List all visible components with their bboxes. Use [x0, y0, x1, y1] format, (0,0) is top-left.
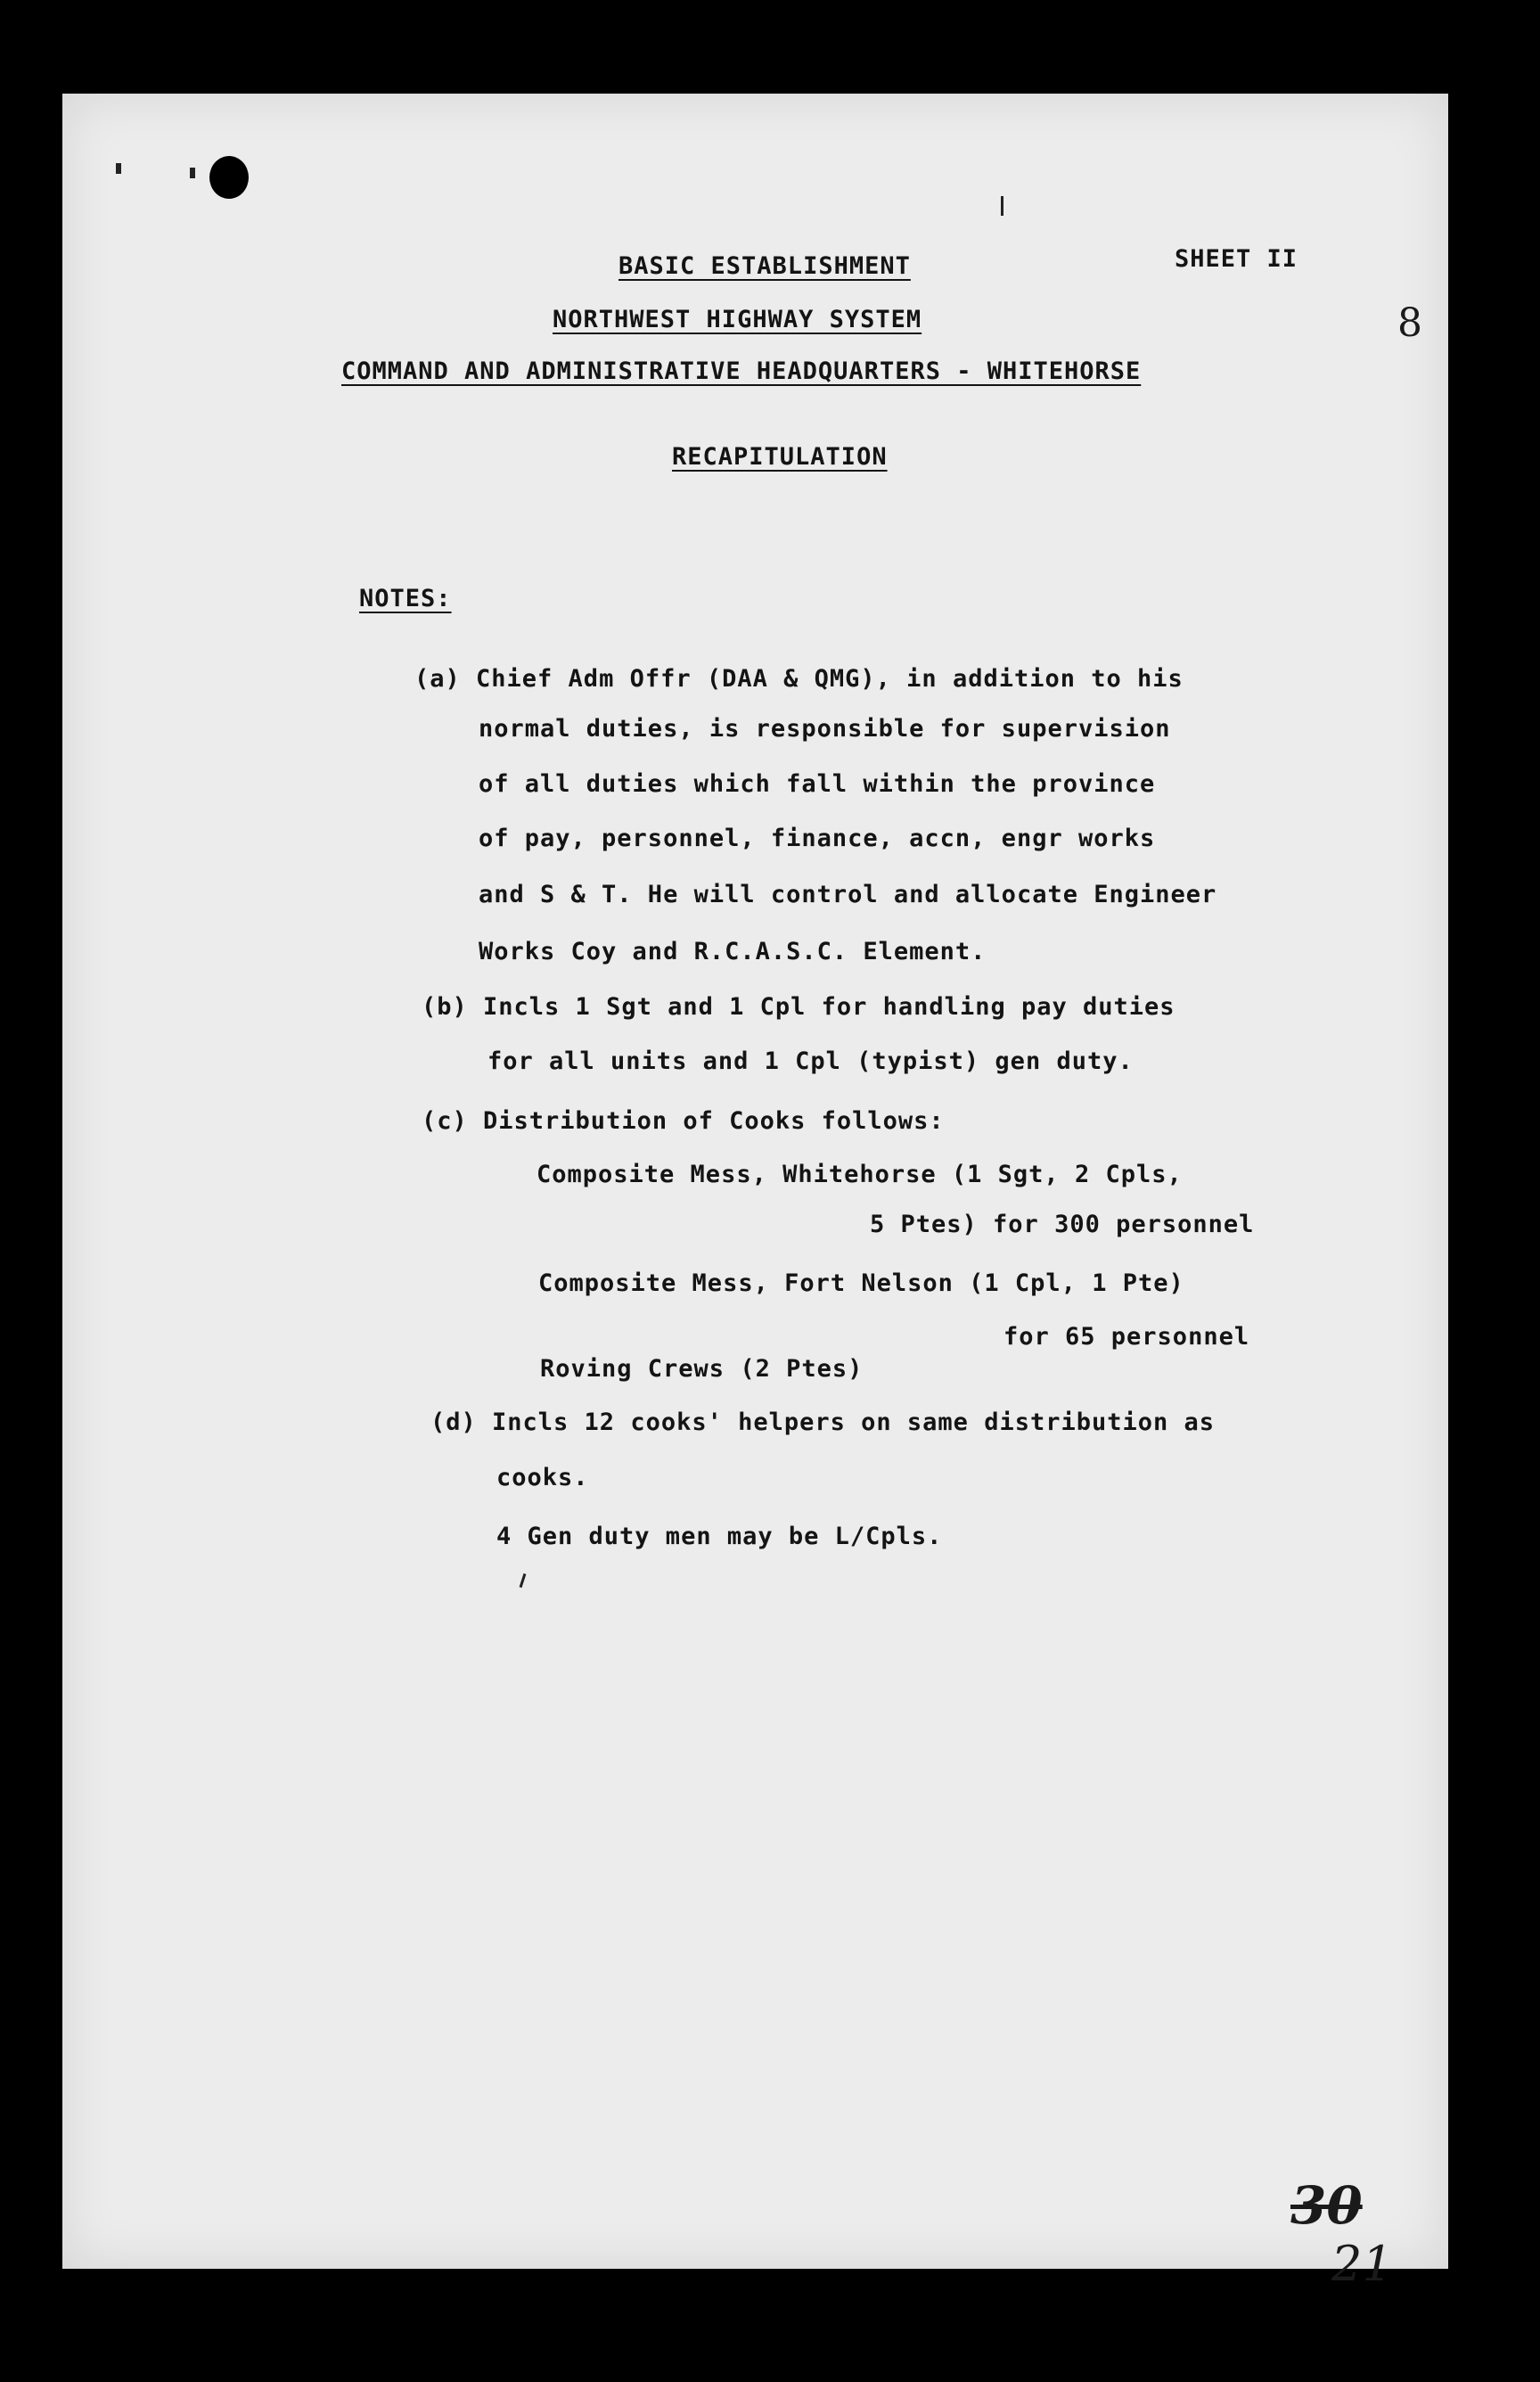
sheet-label: SHEET II	[1175, 245, 1298, 273]
note-line: (a) Chief Adm Offr (DAA & QMG), in addition to his	[414, 665, 1184, 693]
document-subtitle: COMMAND AND ADMINISTRATIVE HEADQUARTERS - WHITEHORSE	[341, 357, 1142, 385]
note-line: and S & T. He will control and allocate Engineer	[479, 881, 1217, 908]
notes-heading: NOTES:	[359, 585, 452, 612]
document-title: BASIC ESTABLISHMENT	[618, 252, 911, 280]
note-line: of all duties which fall within the province	[479, 770, 1156, 798]
note-line: normal duties, is responsible for supervision	[479, 715, 1171, 743]
note-line: (d) Incls 12 cooks' helpers on same distribution as	[430, 1409, 1216, 1436]
section-heading: RECAPITULATION	[672, 443, 888, 471]
note-line: 5 Ptes) for 300 personnel	[870, 1211, 1255, 1238]
handwritten-number: 30	[1290, 2175, 1363, 2236]
note-line: Composite Mess, Whitehorse (1 Sgt, 2 Cpls,	[537, 1161, 1183, 1188]
note-line: Composite Mess, Fort Nelson (1 Cpl, 1 Pte)	[538, 1269, 1184, 1297]
note-line: Roving Crews (2 Ptes)	[540, 1355, 864, 1383]
handwritten-number: 21	[1331, 2236, 1393, 2292]
note-line: for all units and 1 Cpl (typist) gen duty.	[487, 1047, 1134, 1075]
note-line: for 65 personnel	[1003, 1323, 1250, 1351]
speck-mark	[190, 168, 195, 178]
speck-mark	[1001, 196, 1003, 216]
note-line: 4 Gen duty men may be L/Cpls.	[496, 1523, 943, 1550]
note-line: (b) Incls 1 Sgt and 1 Cpl for handling pay duties	[422, 993, 1175, 1021]
punch-hole	[209, 156, 249, 199]
note-line: (c) Distribution of Cooks follows:	[422, 1107, 945, 1135]
document-subtitle: NORTHWEST HIGHWAY SYSTEM	[553, 306, 922, 333]
speck-mark	[116, 163, 121, 174]
handwritten-page-number: 8	[1397, 300, 1422, 346]
note-line: Works Coy and R.C.A.S.C. Element.	[479, 938, 987, 965]
note-line: cooks.	[496, 1464, 589, 1491]
note-line: of pay, personnel, finance, accn, engr works	[479, 825, 1156, 852]
